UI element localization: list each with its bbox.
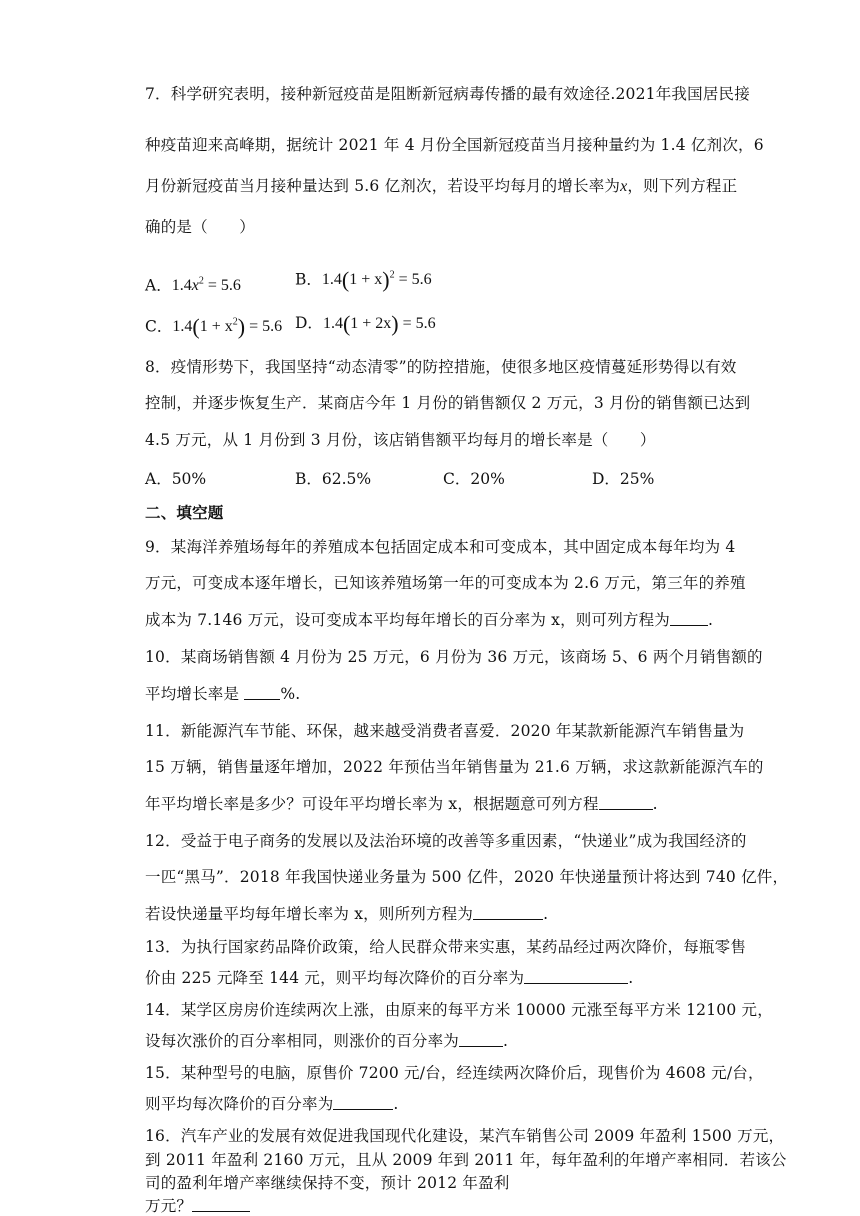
q7-option-b: B．$1.4(1 + x)^2 = 5.6$ [295,267,432,293]
answer-blank [333,1095,393,1110]
answer-blank [473,905,543,920]
q16-line-3: 司的盈利年增产率继续保持不变，预计 2012 年盈利 [145,1174,510,1192]
q10-line-1: 10．某商场销售额 4 月份为 25 万元，6 月份为 36 万元，该商场 5、6 两个月销售额的 [145,648,763,666]
answer-blank [459,1032,503,1047]
q8-option-a: A．50% [145,470,207,488]
q8-option-c: C．20% [443,470,505,488]
q7-line-4: 确的是（ ） [145,218,255,236]
q13-line-2: 价由 225 元降至 144 元，则平均每次降价的百分率为 . [145,969,634,987]
q11-line-2: 15 万辆，销售量逐年增加，2022 年预估当年销售量为 21.6 万辆，求这款新能源汽车的 [145,758,764,776]
q8-line-2: 控制，并逐步恢复生产．某商店今年 1 月份的销售额仅 2 万元，3 月份的销售额已达到 [145,394,751,412]
q13-line-1: 13．为执行国家药品降价政策，给人民群众带来实惠，某药品经过两次降价，每瓶零售 [145,938,747,956]
q9-line-1: 9．某海洋养殖场每年的养殖成本包括固定成本和可变成本，其中固定成本每年均为 4 [145,538,736,556]
q12-line-1: 12．受益于电子商务的发展以及法治环境的改善等多重因素，“快递业”成为我国经济的 [145,832,747,850]
q14-line-1: 14．某学区房房价连续两次上涨，由原来的每平方米 10000 元涨至每平方米 12100 元， [145,1001,773,1019]
q8-line-3: 4.5 万元，从 1 月份到 3 月份，该店销售额平均每月的增长率是（ ） [145,431,656,449]
q7-line-2: 种疫苗迎来高峰期，据统计 2021 年 4 月份全国新冠疫苗当月接种量约为 1.4 亿剂次，6 [145,136,764,154]
q16-line-1: 16．汽车产业的发展有效促进我国现代化建设，某汽车销售公司 2009 年盈利 1500 万元， [145,1127,785,1145]
answer-blank [670,611,708,626]
q8-option-b: B．62.5% [295,470,372,488]
q16-line-4: 万元？ [145,1196,250,1216]
answer-blank [244,685,280,700]
q15-line-1: 15．某种型号的电脑，原售价 7200 元/台，经连续两次降价后，现售价为 4608 元/台， [145,1064,764,1082]
q11-line-3: 年平均增长率是多少？可设年平均增长率为 x，根据题意可列方程 . [145,795,658,813]
q12-line-2: 一匹“黑马”．2018 年我国快递业务量为 500 亿件，2020 年快递量预计将达到 740 亿件， [145,868,789,886]
q7-option-a: A．$1.4x^2 = 5.6$ [145,276,241,295]
q9-line-2: 万元，可变成本逐年增长，已知该养殖场第一年的可变成本为 2.6 万元，第三年的养殖 [145,574,746,592]
q15-line-2: 则平均每次降价的百分率为 . [145,1095,399,1113]
q11-line-1: 11．新能源汽车节能、环保，越来越受消费者喜爱．2020 年某款新能源汽车销售量为 [145,722,745,740]
q8-line-1: 8．疫情形势下，我国坚持“动态清零”的防控措施，使很多地区疫情蔓延形势得以有效 [145,358,737,376]
answer-blank [599,795,653,810]
q12-line-3: 若设快递量平均每年增长率为 x，则所列方程为 . [145,905,549,923]
q8-option-d: D．25% [592,470,655,488]
q7-line-3: 月份新冠疫苗当月接种量达到 5.6 亿剂次，若设平均每月的增长率为x，则下列方程正 [145,177,738,195]
section-heading-fill-in: 二、填空题 [145,503,224,522]
q10-line-2: 平均增长率是 %. [145,685,301,703]
q14-line-2: 设每次涨价的百分率相同，则涨价的百分率为 . [145,1032,509,1050]
answer-blank [524,969,628,984]
answer-blank [192,1197,250,1212]
q7-option-c: C．$1.4(1 + x^2) = 5.6$ [145,314,283,340]
q16-line-2: 到 2011 年盈利 2160 万元，且从 2009 年到 2011 年，每年盈利的年增产率相同．若该公 [145,1151,787,1169]
q9-line-3: 成本为 7.146 万元，设可变成本平均每年增长的百分率为 x，则可列方程为 . [145,611,714,629]
q7-option-d: D．1.4(1 + 2x) = 5.6 [295,311,436,336]
q7-line-1: 7．科学研究表明，接种新冠疫苗是阻断新冠病毒传播的最有效途径.2021年我国居民接 [145,85,750,103]
